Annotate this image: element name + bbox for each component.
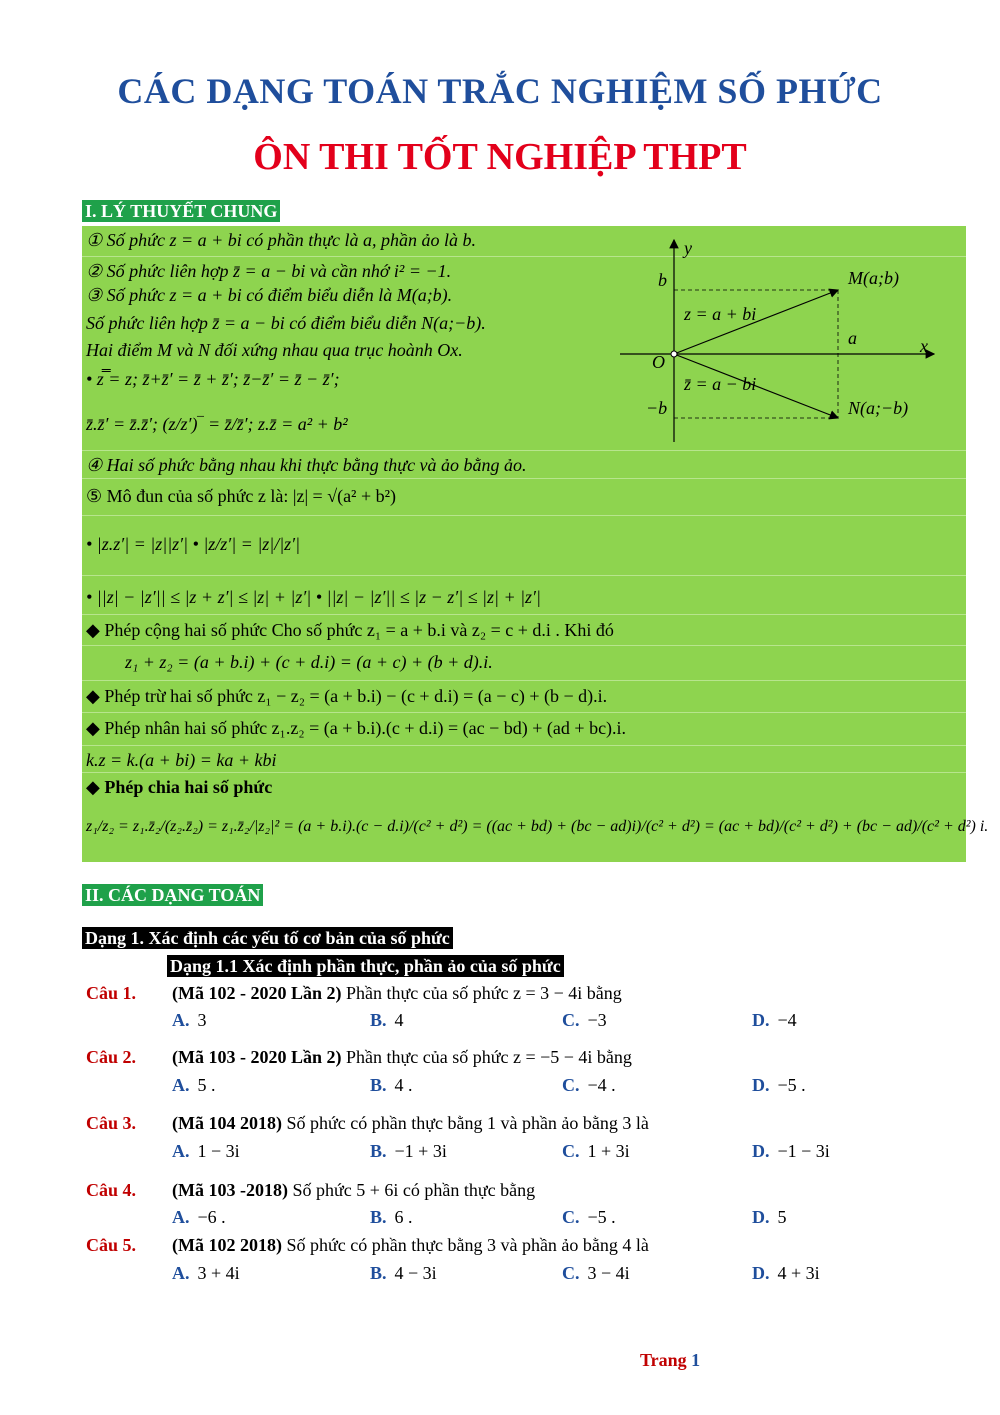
theory-line-7: z̄.z̄′ = z̄.z̄′; (z/z′)‾ = z̄/z̄′; z.z̄ = a² + b² (86, 414, 348, 434)
option: A. 3 (172, 1010, 207, 1030)
option: A. 5 . (172, 1075, 216, 1095)
dang11-heading: Dạng 1.1 Xác định phần thực, phần ảo của số phức (167, 955, 564, 977)
theory-line-14: ◆ Phép trừ hai số phức z₁ − z₂ = (a + b.i) − (c + d.i) = (a − c) + (b − d).i. (86, 686, 608, 706)
question-label: Câu 3. (86, 1113, 137, 1133)
theory-line-13: z₁ + z₂ = (a + b.i) + (c + d.i) = (a + c) + (b + d).i. (125, 652, 493, 672)
theory-line-18: z₁/z₂ = z₁.z̄₂/(z₂.z̄₂) = z₁.z̄₂/|z₂|² = (a + b.i).(c − d.i)/(c² + d²) = ((ac + bd) + (bc − ad)i)/(c² + d²) = (ac + bd)/(c² + d²) + (bc − ad)/(c² + d²) i. (86, 818, 989, 835)
theory-line-17: ◆ Phép chia hai số phức (86, 777, 273, 797)
option: B. 6 . (370, 1207, 413, 1227)
theory-line-12: ◆ Phép cộng hai số phức Cho số phức z₁ = a + b.i và z₂ = c + d.i . Khi đó (86, 620, 614, 640)
theory-line-2: ② Số phức liên hợp z̄ = a − bi và cần nhớ i² = −1. (86, 261, 452, 281)
question-text: (Mã 102 - 2020 Lần 2) Phần thực của số phức z = 3 − 4i bằng (172, 983, 622, 1003)
question-text: (Mã 103 -2018) Số phức 5 + 6i có phần thực bằng (172, 1180, 536, 1200)
page-subtitle: ÔN THI TỐT NGHIỆP THPT (253, 136, 747, 178)
option: B. 4 (370, 1010, 404, 1030)
page-footer: Trang 1 (640, 1350, 701, 1370)
theory-line-8: ④ Hai số phức bằng nhau khi thực bằng thực và ảo bằng ảo. (86, 455, 527, 475)
option: D. −1 − 3i (752, 1141, 830, 1161)
neg-b-label: −b (646, 398, 668, 418)
point-n-label: N(a;−b) (848, 398, 909, 418)
theory-line-5: Hai điểm M và N đối xứng nhau qua trục hoành Ox. (86, 340, 463, 360)
option: C. −5 . (562, 1207, 616, 1227)
question-text: (Mã 103 - 2020 Lần 2) Phần thực của số phức z = −5 − 4i bằng (172, 1047, 632, 1067)
z-label: z = a + bi (684, 304, 757, 324)
axis-y-label: y (684, 238, 692, 258)
origin-label: O (652, 352, 665, 372)
section2-heading: II. CÁC DẠNG TOÁN (82, 884, 263, 906)
axis-x-label: x (920, 336, 928, 356)
option: C. −3 (562, 1010, 607, 1030)
theory-line-15: ◆ Phép nhân hai số phức z₁.z₂ = (a + b.i).(c + d.i) = (ac − bd) + (ad + bc).i. (86, 718, 627, 738)
question-label: Câu 4. (86, 1180, 137, 1200)
theory-line-6: • z̿ = z; z̄+z̄′ = z̄ + z̄′; z̄−z̄′ = z̄ − z̄′; (86, 369, 340, 389)
option: A. 3 + 4i (172, 1263, 240, 1283)
option: B. 4 − 3i (370, 1263, 437, 1283)
question-label: Câu 1. (86, 983, 137, 1003)
complex-plane-diagram (612, 232, 942, 447)
theory-line-3: ③ Số phức z = a + bi có điểm biểu diễn là M(a;b). (86, 285, 453, 305)
theory-line-1: ① Số phức z = a + bi có phần thực là a, phần ảo là b. (86, 230, 477, 250)
question-text: (Mã 104 2018) Số phức có phần thực bằng 1 và phần ảo bằng 3 là (172, 1113, 649, 1133)
option: B. 4 . (370, 1075, 413, 1095)
theory-line-16: k.z = k.(a + bi) = ka + kbi (86, 750, 277, 770)
dang1-heading: Dạng 1. Xác định các yếu tố cơ bản của số phức (82, 927, 453, 949)
option: A. 1 − 3i (172, 1141, 240, 1161)
theory-line-4: Số phức liên hợp z̄ = a − bi có điểm biểu diễn N(a;−b). (86, 313, 486, 333)
option: C. −4 . (562, 1075, 616, 1095)
question-label: Câu 2. (86, 1047, 137, 1067)
page-title: CÁC DẠNG TOÁN TRẮC NGHIỆM SỐ PHỨC (117, 71, 883, 111)
question-text: (Mã 102 2018) Số phức có phần thực bằng 3 và phần ảo bằng 4 là (172, 1235, 649, 1255)
section1-heading: I. LÝ THUYẾT CHUNG (82, 200, 280, 222)
theory-line-11: • ||z| − |z′|| ≤ |z + z′| ≤ |z| + |z′| • ||z| − |z′|| ≤ |z − z′| ≤ |z| + |z′| (86, 587, 541, 607)
option: D. 5 (752, 1207, 787, 1227)
option: D. 4 + 3i (752, 1263, 820, 1283)
option: D. −4 (752, 1010, 797, 1030)
a-label: a (848, 328, 857, 348)
point-m-label: M(a;b) (848, 268, 899, 288)
option: B. −1 + 3i (370, 1141, 447, 1161)
b-label: b (658, 270, 667, 290)
theory-line-10: • |z.z′| = |z||z′| • |z/z′| = |z|/|z′| (86, 534, 301, 554)
option: C. 1 + 3i (562, 1141, 630, 1161)
question-label: Câu 5. (86, 1235, 137, 1255)
option: A. −6 . (172, 1207, 226, 1227)
zbar-label: z̄ = a − bi (684, 374, 757, 394)
theory-line-9: ⑤ Mô đun của số phức z là: |z| = √(a² + b²) (86, 486, 396, 506)
option: C. 3 − 4i (562, 1263, 630, 1283)
option: D. −5 . (752, 1075, 806, 1095)
